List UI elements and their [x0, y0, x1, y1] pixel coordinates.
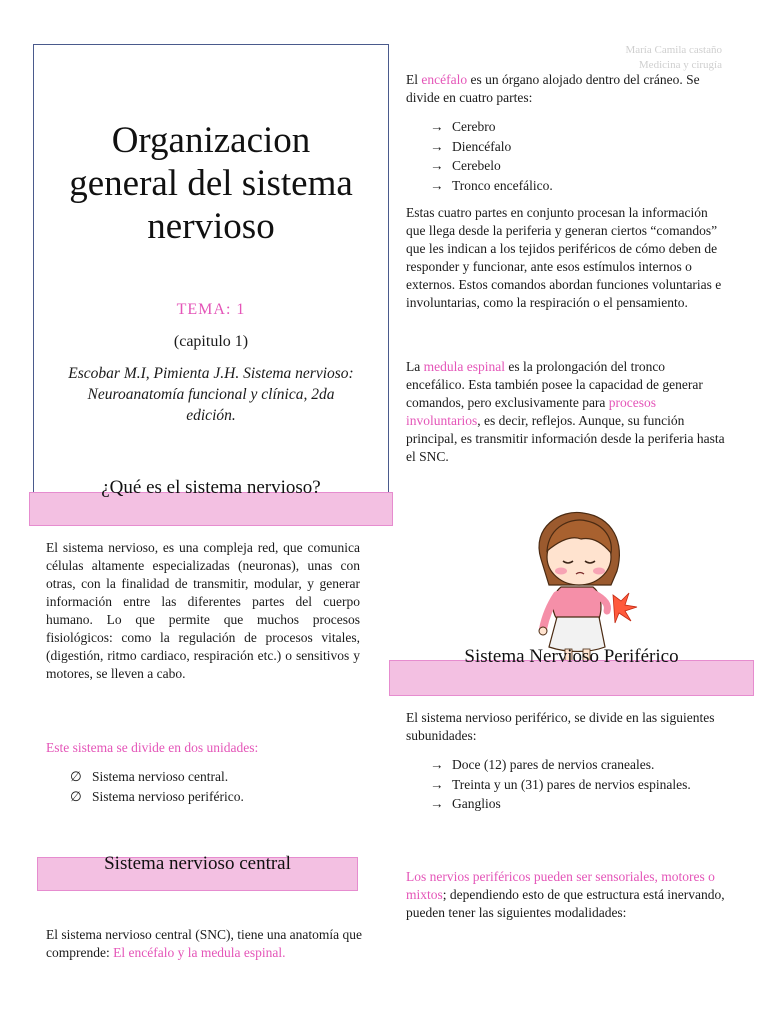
- snp-heading: Sistema Nervioso Periférico: [464, 646, 679, 667]
- cover-box: [33, 44, 389, 494]
- involuntary-term: procesos involuntarios: [406, 395, 657, 428]
- encefalo-function: Estas cuatro partes en conjunto procesan la información que llega desde la periferia y generan ciertos “comandos” que les indican a los tejidos periféricos de cómo deben de responder y funcionar, ante esos estímulos internos o externos. Estos comandos abordan funciones voluntarias e involuntarias, como la respiración o el pensamiento.: [406, 205, 722, 310]
- encefalo-intro: El encéfalo es un órgano alojado dentro del cráneo. Se divide en cuatro partes:: [406, 72, 700, 105]
- author-name: María Camila castaño: [625, 44, 722, 56]
- arrow-right-icon: →: [430, 776, 444, 792]
- list-item: → Diencéfalo: [430, 137, 730, 157]
- medula-term: medula espinal: [423, 359, 505, 374]
- list-item: → Cerebelo: [430, 156, 730, 176]
- division-intro: Este sistema se divide en dos unidades:: [46, 740, 259, 755]
- tema-label: TEMA: 1: [176, 301, 246, 318]
- list-item: → Cerebro: [430, 117, 730, 137]
- snc-highlight: El encéfalo y la medula espinal.: [113, 945, 286, 960]
- nerve-types-highlight: Los nervios periféricos pueden ser sensoriales, motores o mixtos: [406, 869, 715, 902]
- empty-set-bullet-icon: ∅: [70, 788, 82, 804]
- title-line-3: nervioso: [147, 206, 275, 247]
- snp-intro: El sistema nervioso periférico, se divide en las siguientes subunidades:: [406, 710, 715, 743]
- list-item: → Doce (12) pares de nervios craneales.: [430, 755, 730, 775]
- arrow-right-icon: →: [430, 796, 444, 811]
- list-item: ∅ Sistema nervioso periférico.: [70, 787, 370, 807]
- arrow-right-icon: →: [430, 757, 444, 772]
- encefalo-term: encéfalo: [421, 72, 468, 87]
- nervous-system-definition: El sistema nervioso, es una compleja red, que comunica células altamente especializadas (neuronas), unas con otras, con la finalidad de transmitir, modular, y generar información entre las diferentes partes del cuerpo humano. Lo que permite que muchos procesos fisiológicos: como la regulación de procesos vitales, (digestión, ritmo cardiaco, respiración etc.) o sensitivos y motores, se lleven a cabo.: [46, 540, 360, 681]
- snp-parts-list: [430, 755, 730, 814]
- list-item: → Ganglios: [430, 794, 730, 814]
- list-item: → Tronco encefálico.: [430, 176, 730, 196]
- medula-description: La medula espinal es la prolongación del tronco encefálico. Esta también posee la capacidad de generar comandos, pero exclusivamente para procesos involuntarios, es decir, reflejos. Aunque, su función principal, es transmitir información desde la periferia hasta el SNC.: [406, 359, 725, 464]
- chapter-label: (capitulo 1): [173, 333, 249, 350]
- question-heading: ¿Qué es el sistema nervioso?: [101, 477, 321, 498]
- title-line-2: general del sistema: [69, 163, 353, 204]
- arrow-right-icon: →: [430, 158, 444, 173]
- title-line-1: Organizacion: [111, 120, 311, 161]
- document-title: [34, 119, 388, 248]
- list-item: → Treinta y un (31) pares de nervios espinales.: [430, 775, 730, 795]
- encefalo-parts-list: [430, 117, 730, 195]
- arrow-right-icon: →: [430, 177, 444, 193]
- empty-set-bullet-icon: ∅: [70, 769, 82, 784]
- author-block: [625, 43, 722, 73]
- list-item: ∅ Sistema nervioso central.: [70, 767, 370, 787]
- arrow-right-icon: →: [430, 138, 444, 154]
- author-program: Medicina y cirugía: [638, 59, 722, 71]
- units-list: [70, 767, 370, 806]
- arrow-right-icon: →: [430, 119, 444, 134]
- snc-heading: Sistema nervioso central: [104, 853, 291, 874]
- peripheral-nerves-description: Los nervios periféricos pueden ser sensoriales, motores o mixtos; dependiendo esto de que estructura está inervando, pueden tener las siguientes modalidades:: [406, 869, 725, 920]
- bibliographic-reference: Escobar M.I, Pimienta J.H. Sistema nervioso: Neuroanatomía funcional y clínica, 2da edición.: [68, 365, 354, 424]
- snc-description: El sistema nervioso central (SNC), tiene una anatomía que comprende: El encéfalo y la medula espinal.: [46, 927, 363, 960]
